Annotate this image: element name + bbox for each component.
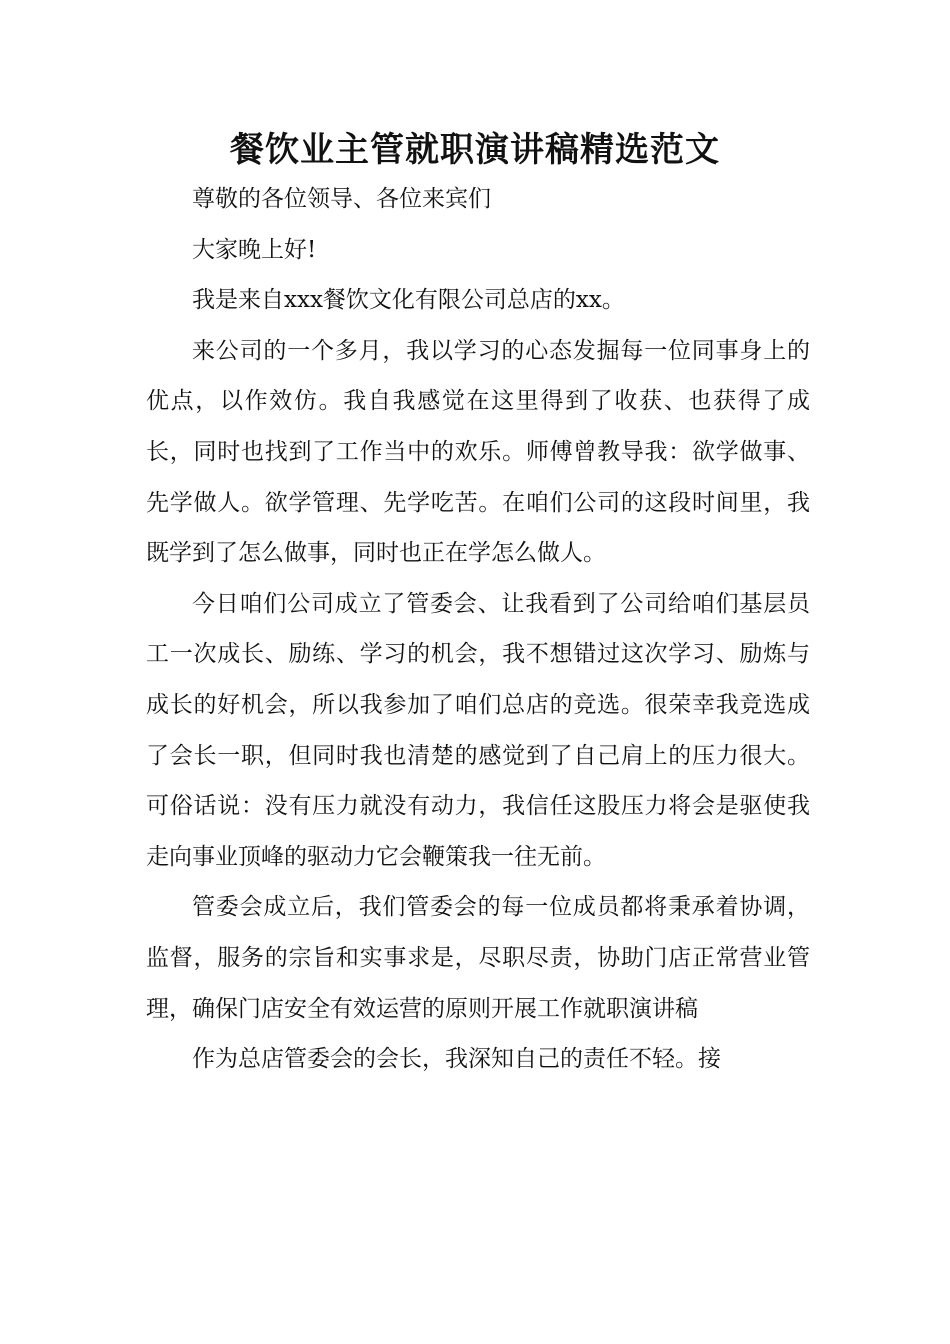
paragraph-greeting: 尊敬的各位领导、各位来宾们	[192, 186, 491, 212]
paragraph-committee: 今日咱们公司成立了管委会、让我看到了公司给咱们基层员工一次成长、励练、学习的机会，我不想错过这次学习、励炼与成长的好机会，所以我参加了咱们总店的竞选。很荣幸我竞选成了会长一职，但同时我也清楚的感觉到了自己肩上的压力很大。可俗话说：没有压力就没有动力，我信任这股压力将会是驱使我走向事业顶峰的驱动力它会鞭策我一往无前。	[146, 590, 810, 870]
document-body	[146, 174, 810, 1085]
paragraph-salutation: 大家晚上好!	[192, 236, 317, 263]
paragraph-experience: 来公司的一个多月，我以学习的心态发掘每一位同事身上的优点，以作效仿。我自我感觉在这里得到了收获、也获得了成长，同时也找到了工作当中的欢乐。师傅曾教导我：欲学做事、先学做人。欲学管理、先学吃苦。在咱们公司的这段时间里，我既学到了怎么做事，同时也正在学怎么做人。	[146, 337, 810, 567]
paragraph-responsibility: 作为总店管委会的会长，我深知自己的责任不轻。接	[192, 1046, 721, 1073]
paragraph-principles: 管委会成立后，我们管委会的每一位成员都将秉承着协调，监督，服务的宗旨和实事求是，尽职尽责，协助门店正常营业管理，确保门店安全有效运营的原则开展工作就职演讲稿	[146, 894, 810, 1022]
document-title: 餐饮业主管就职演讲稿精选范文	[230, 130, 720, 170]
paragraph-introduction: 我是来自xxx餐饮文化有限公司总店的xx。	[192, 287, 625, 314]
